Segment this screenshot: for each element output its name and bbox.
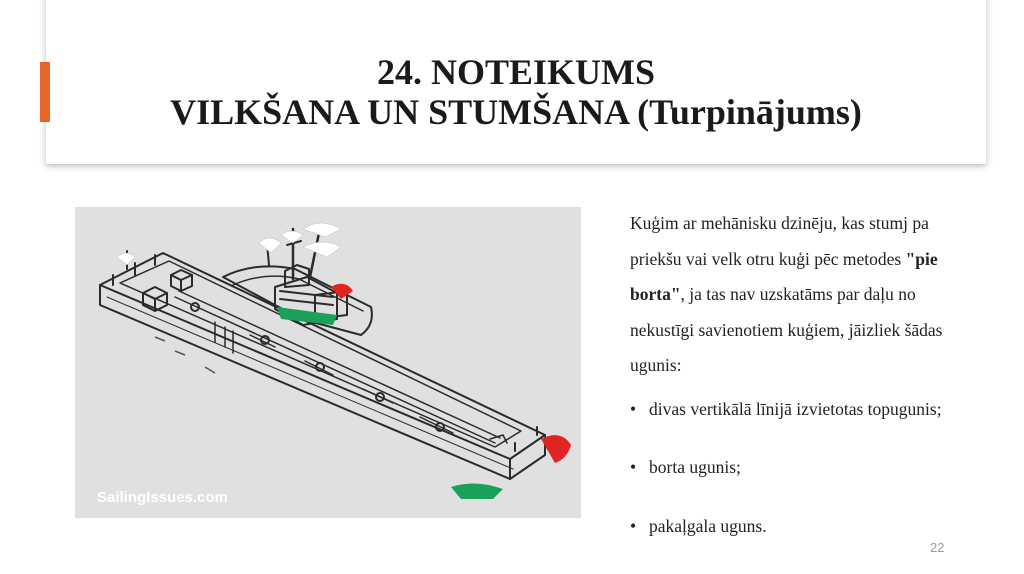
barge-sidelight-green	[451, 483, 503, 499]
light-list	[630, 392, 980, 545]
intro-paragraph	[630, 206, 980, 384]
tug-barge-illustration	[75, 207, 581, 518]
intro-text-2: , ja tas nav uzskatāms par daļu no nekustīgi savienotiem kuģiem, jāizliek šādas ugunis:	[630, 284, 943, 375]
intro-text-1: Kuģim ar mehānisku dzinēju, kas stumj pa priekšu vai velk otru kuģi pēc metodes	[630, 213, 929, 269]
list-item: • pakaļgala uguns.	[630, 509, 980, 545]
image-watermark: SailingIssues.com	[97, 489, 228, 506]
slide-title	[46, 52, 986, 132]
title-line-1: 24. NOTEIKUMS	[376, 52, 656, 92]
page-number: 22	[930, 540, 945, 555]
barge-hull-stern	[510, 435, 545, 479]
list-item: • divas vertikālā līnijā izvietotas topugunis;	[630, 392, 980, 428]
body-text	[630, 206, 980, 567]
list-item: • borta ugunis;	[630, 450, 980, 486]
title-line-2: VILKŠANA UN STUMŠANA (Turpinājums)	[170, 92, 862, 132]
intro-bold: "pie borta"	[630, 248, 938, 304]
illustration-panel	[75, 207, 581, 518]
